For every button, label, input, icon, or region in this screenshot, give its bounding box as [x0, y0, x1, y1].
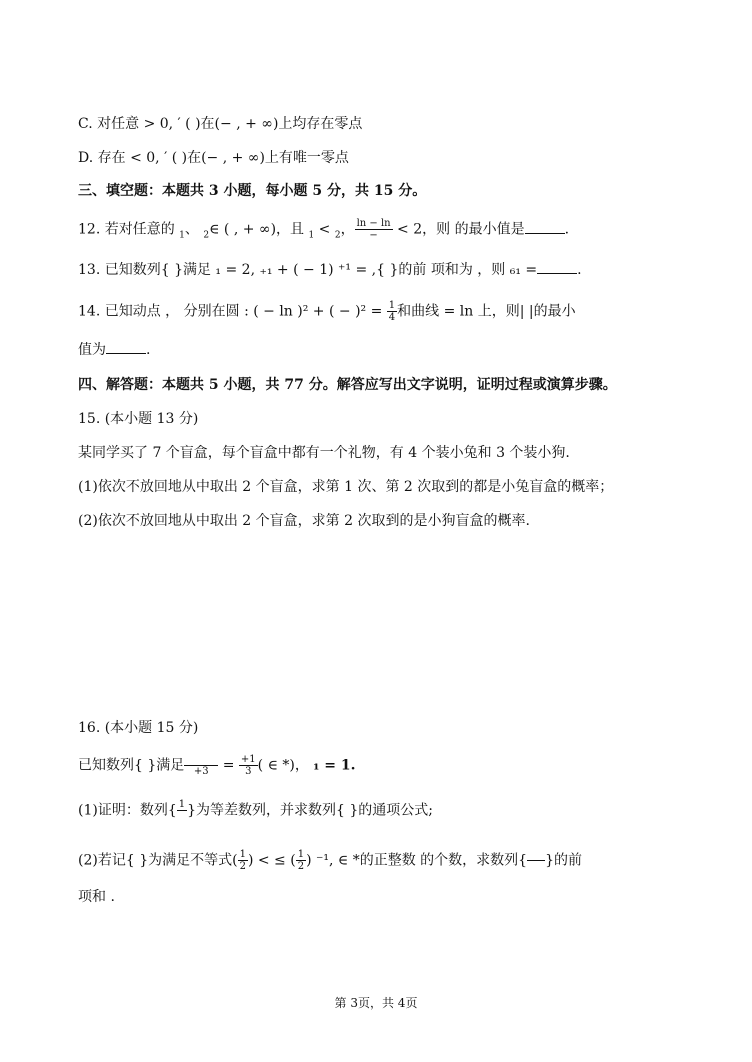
q12-sub-4: 2	[334, 230, 341, 241]
q16-frac1-num	[184, 754, 218, 766]
question-16-part1	[78, 799, 674, 822]
q12-text-a: 12. 若对任意的	[78, 221, 180, 238]
q14-frac-num: 1	[388, 300, 396, 311]
q16-frac1-den: +3	[193, 766, 209, 777]
question-16-part2	[78, 849, 674, 872]
question-15-part2: (2)依次不放回地从中取出 2 个盲盒，求第 2 次取到的是小狗盲盒的概率.	[78, 513, 530, 529]
q16-p2-text-d: }的前	[545, 852, 582, 869]
q16-p2-half-2	[296, 849, 306, 872]
q16-p1-frac-num: 1	[178, 799, 186, 810]
q16-frac2-den: 3	[245, 766, 252, 777]
q12-text-b: 、	[184, 221, 204, 238]
q16-p2-frac-den	[527, 861, 545, 872]
q16-p2-half1-den: 2	[239, 861, 246, 872]
q12-frac-den: −	[369, 230, 378, 241]
q16-fraction-1	[184, 754, 218, 777]
q16-p2-half2-den: 2	[297, 861, 305, 872]
question-16-part2-cont: 项和 .	[78, 889, 115, 905]
q12-sub-1: 1	[179, 230, 185, 241]
option-d: D. 存在 < 0, ′ ( )在(− , + ∞)上有唯一零点	[78, 150, 349, 166]
q12-text-c: ∈ ( , + ∞)，且	[209, 221, 309, 238]
q13-text: 13. 已知数列{ }满足 ₁ = 2, ₊₁ + ( − 1) ⁺¹ = ,{ }的前 项和为 ，则 ₆₁ =	[78, 262, 538, 278]
question-16-body	[78, 754, 674, 777]
q16-p1-text-b: }为等差数列，并求数列{ }的通项公式;	[187, 802, 434, 819]
q16-p2-half2-num: 1	[297, 849, 305, 860]
question-16-heading: 16. (本小题 15 分)	[78, 720, 199, 736]
option-c: C. 对任意 > 0, ′ ( )在(− , + ∞)上均存在零点	[78, 116, 363, 132]
question-12: 12. 若对任意的 $_1$、 $_2$∈ ( , + ∞)，且 $_1$ < $_2$， $\frac{\ln - \ln}{-}$ < 2，则 的最小值是 .	[78, 218, 570, 241]
q14-fraction	[387, 300, 397, 323]
q12-text-e: ，	[340, 221, 355, 238]
q14-text-c: 值为	[78, 342, 106, 358]
question-15-body: 某同学买了 7 个盲盒，每个盲盒中都有一个礼物，有 4 个装小兔和 3 个装小狗.	[78, 445, 570, 461]
section-heading-4: 四、解答题：本题共 5 小题，共 77 分。解答应写出文字说明，证明过程或演算步骤。	[78, 377, 617, 393]
q16-p2-text-a: (2)若记{ }为满足不等式(	[78, 852, 238, 869]
q16-p2-text-c: ) ⁻¹, ∈ *的正整数 的个数，求数列{	[306, 852, 528, 869]
q16-text-b: ( ∈ *)，	[257, 757, 314, 774]
q16-p2-half1-num: 1	[239, 849, 246, 860]
question-14	[78, 300, 674, 323]
q12-answer-blank	[525, 220, 565, 234]
page-footer: 第 3页，共 4页	[334, 996, 418, 1010]
q12-sub-3: 1	[308, 230, 315, 241]
q16-p2-frac-num	[527, 849, 545, 861]
question-13: 13. 已知数列{ }满足 ₁ = 2, ₊₁ + ( − 1) ⁺¹ = ,{ }的前 项和为 ，则 ₆₁ = .	[78, 262, 582, 278]
q16-frac2-num: +1	[240, 754, 256, 765]
question-15-part1: (1)依次不放回地从中取出 2 个盲盒，求第 1 次、第 2 次取到的都是小兔盲盒的概率；	[78, 479, 614, 495]
q13-answer-blank	[537, 260, 577, 274]
q16-eq: =	[218, 757, 239, 774]
question-15-heading: 15. (本小题 13 分)	[78, 411, 199, 427]
q16-p2-text-b: ) < ≤ (	[247, 852, 296, 869]
q14-text-b: 和曲线 = ln 上，则| |的最小	[397, 303, 576, 320]
q12-text-f: < 2，则 的最小值是	[392, 221, 525, 238]
section-heading-3: 三、填空题：本题共 3 小题，每小题 5 分，共 15 分。	[78, 183, 427, 199]
q12-frac-num: ln − ln	[356, 218, 391, 229]
q16-text-c: ₁ = 1.	[313, 757, 356, 774]
q16-fraction-2	[239, 754, 258, 777]
q16-p2-half-1	[238, 849, 248, 872]
q12-sub-2: 2	[203, 230, 210, 241]
q16-p1-fraction	[177, 799, 187, 822]
q16-p1-text-a: (1)证明：数列{	[78, 802, 177, 819]
q16-text-a: 已知数列{ }满足	[78, 757, 185, 774]
q12-fraction	[355, 218, 393, 241]
question-14-cont: 值为 .	[78, 342, 151, 358]
q14-text-a: 14. 已知动点 ， 分别在圆 : ( − ln )² + ( − )² =	[78, 303, 387, 320]
q14-answer-blank	[106, 340, 146, 354]
q16-p2-fraction	[527, 849, 545, 872]
q14-frac-den: 4	[388, 312, 396, 323]
q12-text-d: <	[314, 221, 335, 238]
q16-p1-frac-den	[177, 811, 187, 822]
